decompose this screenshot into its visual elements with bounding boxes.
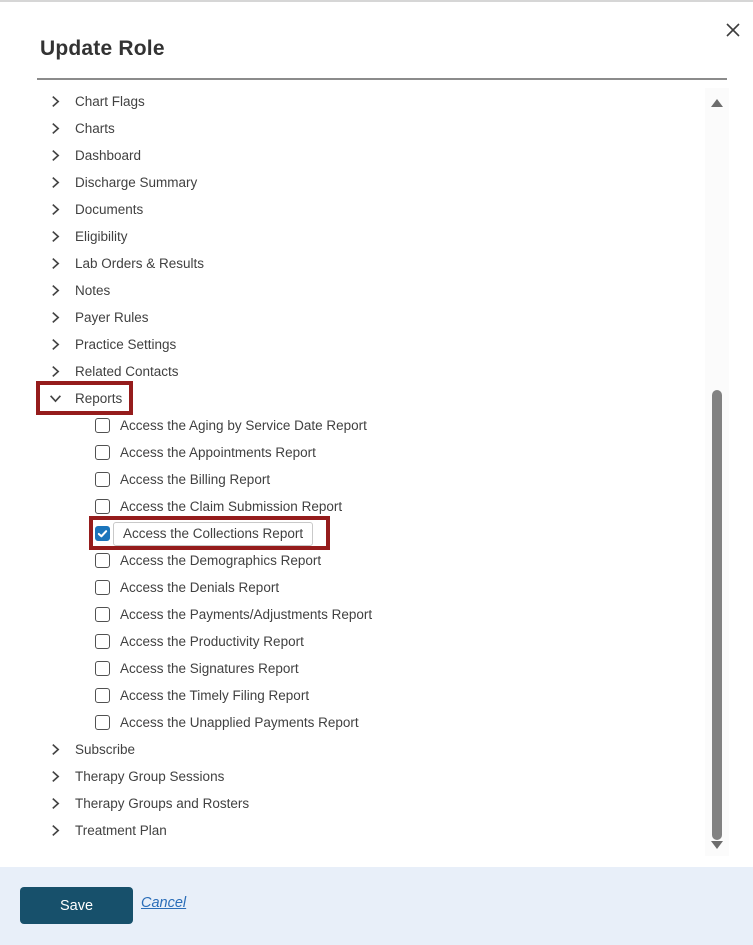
permission-label: Access the Aging by Service Date Report xyxy=(120,418,367,433)
scrollbar-thumb[interactable] xyxy=(712,390,722,840)
permission-row[interactable] xyxy=(95,709,704,736)
tree-item[interactable] xyxy=(0,88,704,115)
tree-item-label: Therapy Groups and Rosters xyxy=(75,796,250,811)
permission-checkbox[interactable] xyxy=(95,553,110,568)
permission-row[interactable] xyxy=(95,493,704,520)
tree-item-label: Discharge Summary xyxy=(75,175,198,190)
chevron-right-icon[interactable] xyxy=(48,824,62,838)
permission-checkbox[interactable] xyxy=(95,607,110,622)
permission-label: Access the Denials Report xyxy=(120,580,280,595)
tree-item-label: Eligibility xyxy=(75,229,128,244)
tree-item[interactable] xyxy=(0,196,704,223)
permission-row[interactable] xyxy=(95,574,704,601)
tree-item[interactable] xyxy=(0,250,704,277)
check-icon xyxy=(97,528,108,539)
permission-label: Access the Claim Submission Report xyxy=(120,499,343,514)
tree-item-label: Notes xyxy=(75,283,111,298)
tree-item[interactable] xyxy=(0,817,704,844)
dialog-footer xyxy=(0,867,753,945)
tree-item-label: Lab Orders & Results xyxy=(75,256,205,271)
permission-checkbox[interactable] xyxy=(95,634,110,649)
permission-row[interactable] xyxy=(95,601,704,628)
chevron-right-icon[interactable] xyxy=(48,122,62,136)
permission-label: Access the Timely Filing Report xyxy=(120,688,310,703)
tree-item-label: Charts xyxy=(75,121,115,136)
tree-item[interactable] xyxy=(0,223,704,250)
chevron-right-icon[interactable] xyxy=(48,311,62,325)
scroll-down-arrow-icon[interactable] xyxy=(711,841,723,849)
chevron-right-icon[interactable] xyxy=(48,95,62,109)
permission-checkbox[interactable] xyxy=(95,418,110,433)
permission-label: Access the Demographics Report xyxy=(120,553,322,568)
title-divider xyxy=(37,78,727,80)
permission-label: Access the Payments/Adjustments Report xyxy=(120,607,373,622)
permission-row[interactable] xyxy=(95,520,704,547)
chevron-down-icon[interactable] xyxy=(48,392,62,406)
tree-bottom-items xyxy=(0,736,704,844)
scroll-up-arrow-icon[interactable] xyxy=(711,99,723,107)
page-top-border xyxy=(0,0,753,2)
tree-item[interactable] xyxy=(0,736,704,763)
chevron-right-icon[interactable] xyxy=(48,203,62,217)
permission-label: Access the Billing Report xyxy=(120,472,271,487)
permission-row[interactable] xyxy=(95,655,704,682)
chevron-right-icon[interactable] xyxy=(48,338,62,352)
close-icon[interactable] xyxy=(720,17,746,43)
permission-row[interactable] xyxy=(95,439,704,466)
tree-item-label: Reports xyxy=(75,391,123,406)
permission-row[interactable] xyxy=(95,547,704,574)
chevron-right-icon[interactable] xyxy=(48,743,62,757)
permission-label: Access the Collections Report xyxy=(113,522,313,546)
chevron-right-icon[interactable] xyxy=(48,365,62,379)
permission-label: Access the Unapplied Payments Report xyxy=(120,715,359,730)
permission-row[interactable] xyxy=(95,412,704,439)
permission-checkbox[interactable] xyxy=(95,661,110,676)
tree-item-reports[interactable] xyxy=(0,385,704,412)
permission-checkbox[interactable] xyxy=(95,688,110,703)
report-permission-list xyxy=(0,412,704,736)
chevron-right-icon[interactable] xyxy=(48,797,62,811)
permission-checkbox[interactable] xyxy=(95,715,110,730)
tree-item[interactable] xyxy=(0,169,704,196)
permissions-tree xyxy=(0,88,704,844)
chevron-right-icon[interactable] xyxy=(48,230,62,244)
tree-item[interactable] xyxy=(0,763,704,790)
permission-checkbox[interactable] xyxy=(95,499,110,514)
permission-row[interactable] xyxy=(95,466,704,493)
dialog-title: Update Role xyxy=(40,37,165,60)
tree-item-label: Chart Flags xyxy=(75,94,145,109)
tree-item-label: Dashboard xyxy=(75,148,142,163)
tree-item-label: Subscribe xyxy=(75,742,136,757)
permission-label: Access the Signatures Report xyxy=(120,661,299,676)
permission-row[interactable] xyxy=(95,682,704,709)
tree-item-label: Related Contacts xyxy=(75,364,179,379)
save-button[interactable]: Save xyxy=(20,887,133,924)
permission-label: Access the Productivity Report xyxy=(120,634,304,649)
chevron-right-icon[interactable] xyxy=(48,149,62,163)
tree-item-label: Documents xyxy=(75,202,144,217)
permission-label: Access the Appointments Report xyxy=(120,445,316,460)
tree-top-items xyxy=(0,88,704,385)
tree-item[interactable] xyxy=(0,790,704,817)
permission-checkbox[interactable] xyxy=(95,445,110,460)
permission-checkbox[interactable] xyxy=(95,526,110,541)
permission-row[interactable] xyxy=(95,628,704,655)
cancel-link[interactable]: Cancel xyxy=(141,895,187,911)
tree-item-label: Treatment Plan xyxy=(75,823,167,838)
chevron-right-icon[interactable] xyxy=(48,284,62,298)
tree-item[interactable] xyxy=(0,331,704,358)
tree-item-label: Practice Settings xyxy=(75,337,177,352)
chevron-right-icon[interactable] xyxy=(48,770,62,784)
chevron-right-icon[interactable] xyxy=(48,257,62,271)
tree-item-label: Payer Rules xyxy=(75,310,149,325)
tree-item-label: Therapy Group Sessions xyxy=(75,769,225,784)
tree-item[interactable] xyxy=(0,358,704,385)
tree-item[interactable] xyxy=(0,277,704,304)
permission-checkbox[interactable] xyxy=(95,580,110,595)
permission-checkbox[interactable] xyxy=(95,472,110,487)
chevron-right-icon[interactable] xyxy=(48,176,62,190)
tree-item[interactable] xyxy=(0,304,704,331)
tree-item[interactable] xyxy=(0,142,704,169)
tree-item[interactable] xyxy=(0,115,704,142)
